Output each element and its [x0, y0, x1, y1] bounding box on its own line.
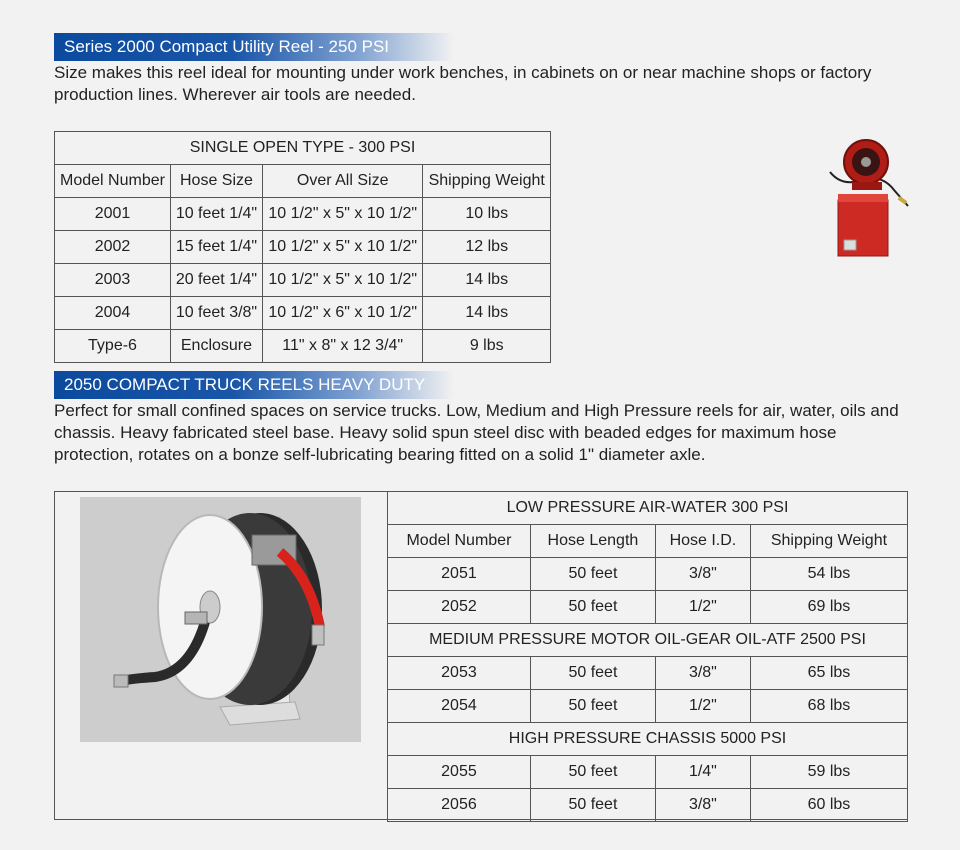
table-cell: 20 feet 1/4"	[171, 264, 263, 297]
table-cell: 14 lbs	[423, 297, 551, 330]
reel-enclosure-image	[822, 132, 912, 260]
section1-description: Size makes this reel ideal for mounting under work benches, in cabinets on or near machine shops or factory production lines. Wherever air tools are needed.	[54, 63, 872, 104]
table-cell: 2052	[388, 591, 531, 624]
table-cell: 2002	[55, 231, 171, 264]
group-caption-low: LOW PRESSURE AIR-WATER 300 PSI	[388, 492, 908, 525]
table-cell: 2053	[388, 657, 531, 690]
column-header: Over All Size	[262, 165, 423, 198]
table-row	[388, 756, 908, 789]
table-cell: 10 lbs	[423, 198, 551, 231]
table-cell: 10 1/2" x 5" x 10 1/2"	[262, 198, 423, 231]
table-cell: 15 feet 1/4"	[171, 231, 263, 264]
table-row	[55, 330, 551, 363]
table-cell: Type-6	[55, 330, 171, 363]
table-cell: 2003	[55, 264, 171, 297]
section2-description: Perfect for small confined spaces on service trucks. Low, Medium and High Pressure reels for air, water, oils and chassis. Heavy fabricated steel base. Heavy solid spun steel disc with beaded edges for maximum hose protection, rotates on a bonze self-lubricating bearing fitted on a solid 1" diameter axle.	[54, 401, 899, 464]
table-cell: 10 feet 1/4"	[171, 198, 263, 231]
table-cell: 50 feet	[530, 591, 655, 624]
single-open-type-table	[54, 131, 551, 363]
table-cell: 50 feet	[530, 756, 655, 789]
section1-title: Series 2000 Compact Utility Reel - 250 PSI	[54, 33, 454, 61]
table-cell: 2056	[388, 789, 531, 822]
column-header: Model Number	[55, 165, 171, 198]
table-row	[388, 657, 908, 690]
truck-reel-photo	[80, 497, 361, 742]
table-cell: 2055	[388, 756, 531, 789]
truck-reels-table	[387, 491, 908, 822]
table-cell: 3/8"	[655, 657, 750, 690]
table-cell: 11" x 8" x 12 3/4"	[262, 330, 423, 363]
table-cell: 65 lbs	[750, 657, 907, 690]
table-cell: 1/4"	[655, 756, 750, 789]
column-header: Hose I.D.	[655, 525, 750, 558]
table-cell: 50 feet	[530, 558, 655, 591]
table-caption: SINGLE OPEN TYPE - 300 PSI	[55, 132, 551, 165]
table-row	[388, 690, 908, 723]
table-row	[55, 297, 551, 330]
table-cell: 2004	[55, 297, 171, 330]
table-row	[388, 789, 908, 822]
table-row	[55, 264, 551, 297]
table-cell: 50 feet	[530, 657, 655, 690]
table-cell: 3/8"	[655, 558, 750, 591]
table-cell: 12 lbs	[423, 231, 551, 264]
table-cell: 50 feet	[530, 789, 655, 822]
table-cell: 10 1/2" x 5" x 10 1/2"	[262, 264, 423, 297]
column-header: Hose Length	[530, 525, 655, 558]
table-cell: 10 1/2" x 5" x 10 1/2"	[262, 231, 423, 264]
table-cell: 1/2"	[655, 591, 750, 624]
table-cell: 2051	[388, 558, 531, 591]
table-cell: 10 feet 3/8"	[171, 297, 263, 330]
table-row	[388, 591, 908, 624]
column-header: Shipping Weight	[750, 525, 907, 558]
table-cell: 60 lbs	[750, 789, 907, 822]
truck-reel-image	[80, 497, 361, 742]
table-cell: 3/8"	[655, 789, 750, 822]
table-cell: 68 lbs	[750, 690, 907, 723]
table-cell: Enclosure	[171, 330, 263, 363]
column-header: Model Number	[388, 525, 531, 558]
table-cell: 10 1/2" x 6" x 10 1/2"	[262, 297, 423, 330]
table-cell: 59 lbs	[750, 756, 907, 789]
table-row	[55, 231, 551, 264]
group-caption-high: HIGH PRESSURE CHASSIS 5000 PSI	[388, 723, 908, 756]
table-cell: 2054	[388, 690, 531, 723]
table-cell: 54 lbs	[750, 558, 907, 591]
table-cell: 1/2"	[655, 690, 750, 723]
table-cell: 69 lbs	[750, 591, 907, 624]
column-header: Shipping Weight	[423, 165, 551, 198]
table-cell: 2001	[55, 198, 171, 231]
column-header: Hose Size	[171, 165, 263, 198]
table-row	[55, 198, 551, 231]
group-caption-medium: MEDIUM PRESSURE MOTOR OIL-GEAR OIL-ATF 2500 PSI	[388, 624, 908, 657]
section2-title: 2050 COMPACT TRUCK REELS HEAVY DUTY	[54, 371, 454, 399]
table-cell: 50 feet	[530, 690, 655, 723]
table-cell: 9 lbs	[423, 330, 551, 363]
table-cell: 14 lbs	[423, 264, 551, 297]
table-row	[388, 558, 908, 591]
